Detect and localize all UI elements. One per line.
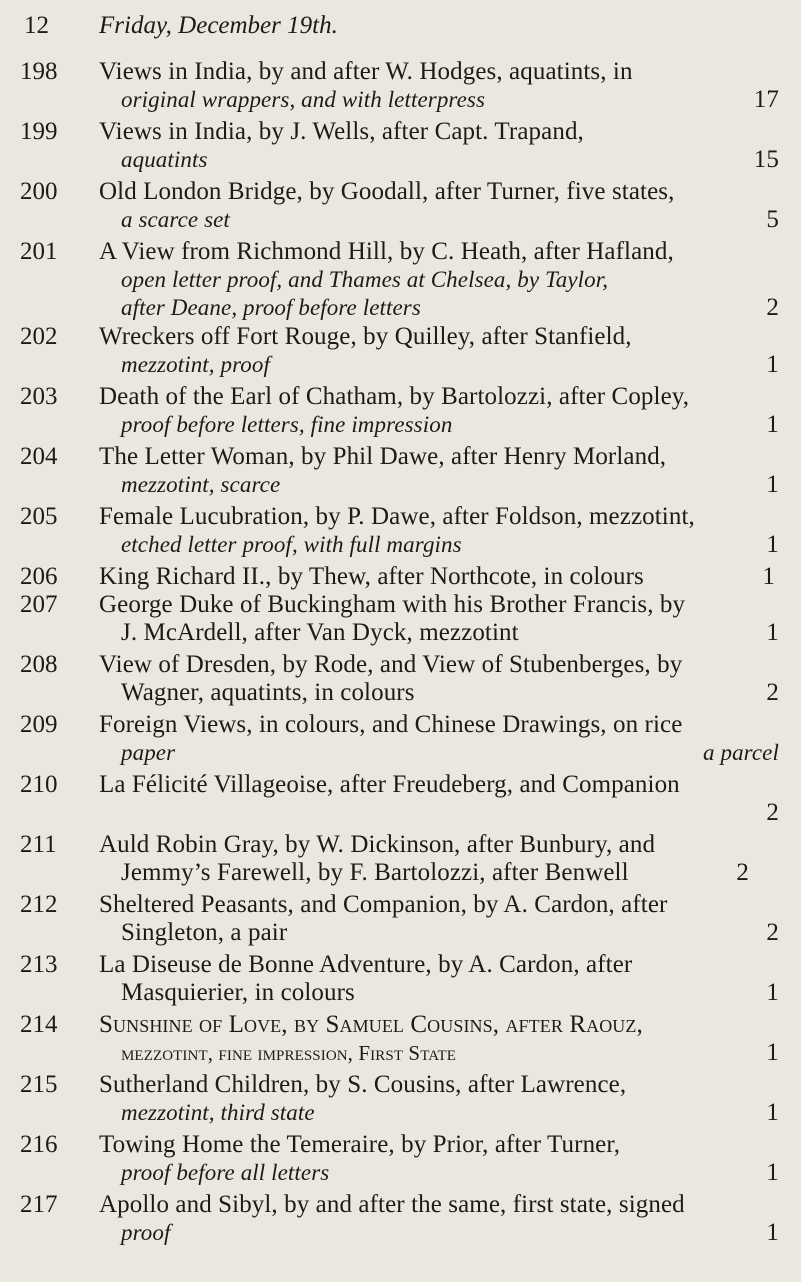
lot-description: Death of the Earl of Chatham, by Bartolozzi, after Copley, <box>99 383 690 410</box>
lot-number: 201 <box>20 238 58 265</box>
lot-number: 204 <box>20 443 58 470</box>
lot-number: 209 <box>20 711 58 738</box>
lot-description: Views in India, by J. Wells, after Capt. Trapand, <box>99 118 584 145</box>
lot-description: George Duke of Buckingham with his Brother Francis, by <box>99 591 686 618</box>
lot-quantity: 1 <box>766 1039 779 1066</box>
lot-description-cont: mezzotint, third state <box>121 1100 315 1125</box>
lot-description: Wreckers off Fort Rouge, by Quilley, after Stanfield, <box>99 323 632 350</box>
lot-description-cont: paper <box>121 740 176 765</box>
lot-description-cont: mezzotint, proof <box>121 352 270 377</box>
lot-quantity: 1 <box>766 1099 779 1126</box>
lot-quantity: a parcel <box>703 740 779 765</box>
lot-number: 216 <box>20 1131 58 1158</box>
lot-number: 206 <box>20 563 58 590</box>
lot-number: 214 <box>20 1011 58 1038</box>
lot-number: 202 <box>20 323 58 350</box>
lot-description: Towing Home the Temeraire, by Prior, after Turner, <box>99 1131 621 1158</box>
lot-description: The Letter Woman, by Phil Dawe, after Henry Morland, <box>99 443 667 470</box>
lot-description: La Diseuse de Bonne Adventure, by A. Cardon, after <box>99 951 633 978</box>
lot-description-cont: aquatints <box>121 147 208 172</box>
lot-description-cont: proof before all letters <box>121 1160 330 1185</box>
lot-quantity: 1 <box>766 471 779 498</box>
lot-description-cont: proof <box>121 1220 171 1245</box>
lot-quantity: 2 <box>766 799 779 826</box>
lot-description-cont: Jemmy’s Farewell, by F. Bartolozzi, after Benwell <box>121 859 629 886</box>
lot-description-cont: mezzotint, fine impression, First State <box>121 1041 457 1065</box>
page-header <box>0 12 801 52</box>
lot-description-cont: Masquierier, in colours <box>121 979 355 1006</box>
lot-description: Apollo and Sibyl, by and after the same, first state, signed <box>99 1191 685 1218</box>
lot-number: 212 <box>20 891 58 918</box>
lot-description-cont: mezzotint, scarce <box>121 472 281 497</box>
lot-quantity: 1 <box>766 411 779 438</box>
sale-date-heading: Friday, December 19th. <box>99 12 338 39</box>
lot-description-cont: open letter proof, and Thames at Chelsea, by Taylor, <box>121 267 609 292</box>
lot-quantity: 1 <box>766 1219 779 1246</box>
lot-quantity: 17 <box>753 86 779 113</box>
lot-description: Views in India, by and after W. Hodges, aquatints, in <box>99 58 633 85</box>
lot-quantity: 1 <box>766 531 779 558</box>
lot-description-cont: Singleton, a pair <box>121 919 288 946</box>
lot-number: 199 <box>20 118 58 145</box>
lot-number: 211 <box>20 831 57 858</box>
lot-quantity: 1 <box>762 563 775 590</box>
lot-number: 213 <box>20 951 58 978</box>
lot-number: 208 <box>20 651 58 678</box>
lot-description: Foreign Views, in colours, and Chinese Drawings, on rice <box>99 711 683 738</box>
lot-description-cont: original wrappers, and with letterpress <box>121 87 486 112</box>
lot-quantity: 1 <box>766 979 779 1006</box>
lot-quantity: 1 <box>766 351 779 378</box>
lot-description: Sheltered Peasants, and Companion, by A. Cardon, after <box>99 891 668 918</box>
lot-description: View of Dresden, by Rode, and View of Stubenberges, by <box>99 651 683 678</box>
lot-quantity: 2 <box>766 679 779 706</box>
lot-quantity: 2 <box>766 294 779 321</box>
lot-description-cont: J. McArdell, after Van Dyck, mezzotint <box>121 619 519 646</box>
lot-number: 205 <box>20 503 58 530</box>
lot-description-cont: proof before letters, fine impression <box>121 412 453 437</box>
lot-description: La Félicité Villageoise, after Freudeberg, and Companion <box>99 771 680 798</box>
lot-description: King Richard II., by Thew, after Northcote, in colours <box>99 563 644 590</box>
lot-number: 210 <box>20 771 58 798</box>
lot-number: 207 <box>20 591 58 618</box>
lot-description: A View from Richmond Hill, by C. Heath, after Hafland, <box>99 238 674 265</box>
lot-description: Female Lucubration, by P. Dawe, after Foldson, mezzotint, <box>99 503 695 530</box>
lot-number: 217 <box>20 1191 58 1218</box>
lot-description: Sutherland Children, by S. Cousins, after Lawrence, <box>99 1071 627 1098</box>
lot-description: Old London Bridge, by Goodall, after Turner, five states, <box>99 178 675 205</box>
lot-quantity: 15 <box>753 146 779 173</box>
page-number: 12 <box>24 12 49 39</box>
lot-description-cont: after Deane, proof before letters <box>121 295 421 320</box>
lot-number: 198 <box>20 58 58 85</box>
lot-quantity: 1 <box>766 1159 779 1186</box>
lot-quantity: 1 <box>766 619 779 646</box>
lot-description-cont: etched letter proof, with full margins <box>121 532 462 557</box>
lot-description: Auld Robin Gray, by W. Dickinson, after Bunbury, and <box>99 831 656 858</box>
lot-number: 203 <box>20 383 58 410</box>
lot-number: 215 <box>20 1071 58 1098</box>
lot-description-cont: Wagner, aquatints, in colours <box>121 679 415 706</box>
lot-quantity: 2 <box>736 859 749 886</box>
lot-quantity: 2 <box>766 919 779 946</box>
lot-quantity: 5 <box>766 206 779 233</box>
lot-description: Sunshine of Love, by Samuel Cousins, after Raouz, <box>99 1011 643 1038</box>
lot-description-cont: a scarce set <box>121 207 230 232</box>
lot-number: 200 <box>20 178 58 205</box>
